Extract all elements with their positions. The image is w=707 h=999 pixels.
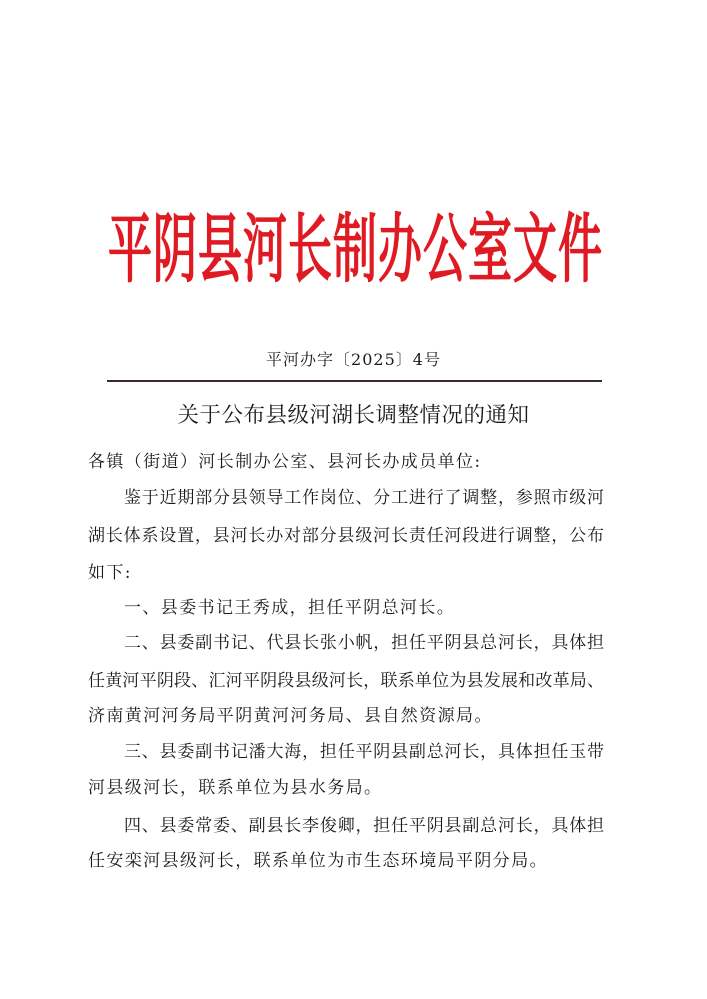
header-char: 阴 [153,206,197,294]
document-number: 平河办字〔2025〕4号 [266,350,441,369]
body-line: 四、县委常委、副县长李俊卿，担任平阴县副总河长，具体担 [124,816,604,836]
header-char: 河 [243,206,287,294]
header-char: 长 [288,206,332,294]
body-line: 任黄河平阴段、汇河平阴段县级河长，联系单位为县发展和改革局、 [88,671,604,691]
header-char: 文 [513,206,557,294]
body-line: 鉴于近期部分县领导工作岗位、分工进行了调整，参照市级河 [124,488,604,508]
salutation: 各镇（街道）河长制办公室、县河长办成员单位: [88,452,482,472]
header-char: 办 [378,206,422,294]
header-divider [107,380,602,382]
document-header-title [108,206,602,296]
header-char: 制 [333,206,377,294]
notice-title: 关于公布县级河湖长调整情况的通知 [177,403,530,428]
body-line: 任安栾河县级河长，联系单位为市生态环境局平阴分局。 [88,851,548,871]
body-line: 三、县委副书记潘大海，担任平阴县副总河长，具体担任玉带 [124,742,604,762]
header-char: 公 [423,206,467,294]
header-char: 室 [468,206,512,294]
header-char: 件 [558,206,602,294]
header-char: 平 [108,206,152,294]
body-line: 一、县委书记王秀成，担任平阴总河长。 [124,598,456,618]
body-line: 二、县委副书记、代县长张小帆，担任平阴县总河长，具体担 [124,633,604,653]
body-line: 湖长体系设置，县河长办对部分县级河长责任河段进行调整，公布 [88,526,604,546]
body-line: 河县级河长，联系单位为县水务局。 [88,778,383,798]
header-char: 县 [198,206,242,294]
body-line: 如下: [88,563,132,583]
body-line: 济南黄河河务局平阴黄河河务局、县自然资源局。 [88,706,493,726]
